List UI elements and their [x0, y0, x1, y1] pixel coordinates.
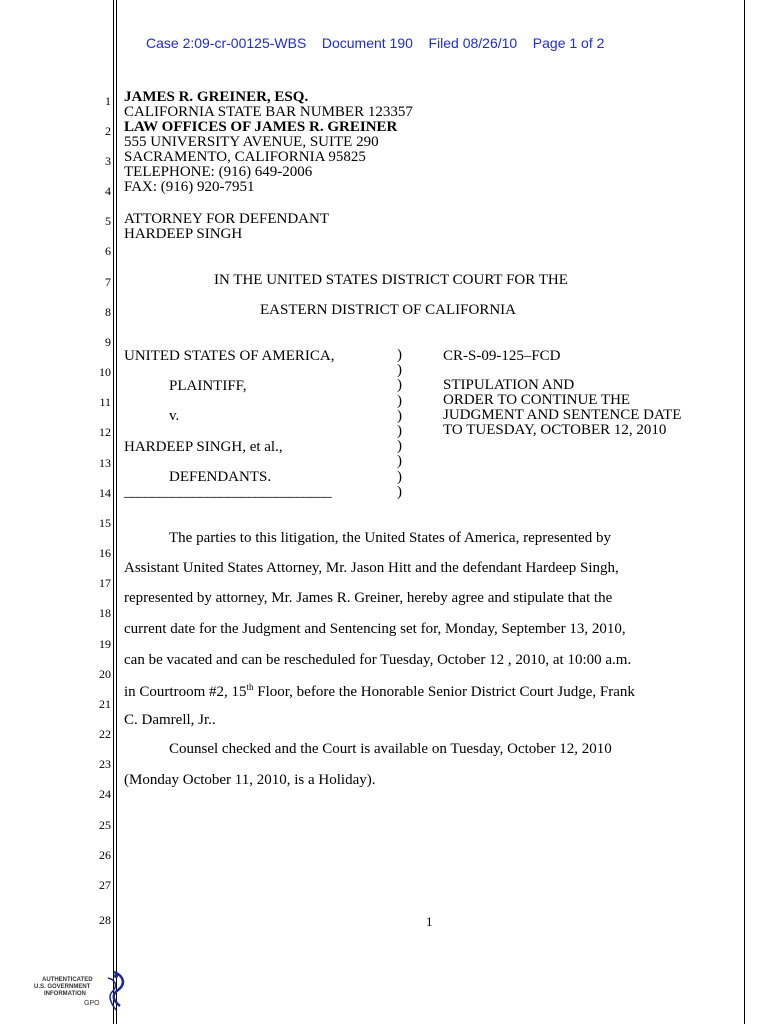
courtroom-text: in Courtroom #2, 15 — [124, 684, 247, 700]
logo-text-gpo: GPO — [84, 1000, 100, 1007]
gpo-authentication-logo — [34, 970, 132, 1014]
document-title — [443, 378, 681, 438]
case-number: CR-S-09-125–FCD — [443, 348, 561, 364]
body-line: Assistant United States Attorney, Mr. Jason Hitt and the defendant Hardeep Singh, — [124, 560, 619, 576]
body-line: represented by attorney, Mr. James R. Greiner, hereby agree and stipulate that the — [124, 590, 613, 606]
body-line: The parties to this litigation, the United States of America, represented by — [169, 530, 611, 546]
attorney-bar-number: CALIFORNIA STATE BAR NUMBER 123357 — [124, 104, 413, 120]
body-line: Counsel checked and the Court is available on Tuesday, October 12, 2010 — [169, 741, 612, 757]
line-number: 19 — [99, 637, 111, 651]
courtroom-text-cont: Floor, before the Honorable Senior District Court Judge, Frank — [253, 684, 635, 700]
line-number: 21 — [99, 697, 111, 711]
line-number: 27 — [99, 878, 111, 892]
filed-date-stamp: Filed 08/26/10 — [428, 35, 518, 51]
line-number: 16 — [99, 546, 111, 560]
left-margin-rule-inner — [116, 0, 117, 1024]
line-number: 24 — [99, 787, 111, 801]
logo-text-line3: INFORMATION — [44, 991, 86, 997]
line-number: 17 — [99, 576, 111, 590]
court-title-line1: IN THE UNITED STATES DISTRICT COURT FOR THE — [214, 272, 568, 288]
attorney-role — [124, 212, 329, 242]
line-number: 15 — [99, 516, 111, 530]
line-number: 23 — [99, 757, 111, 771]
street-address: 555 UNIVERSITY AVENUE, SUITE 290 — [124, 134, 379, 150]
line-number: 8 — [105, 305, 111, 319]
line-number: 25 — [99, 818, 111, 832]
line-number: 9 — [105, 335, 111, 349]
line-number: 4 — [105, 184, 111, 198]
versus: v. — [169, 408, 180, 424]
defendant-label: DEFENDANTS. — [169, 469, 272, 485]
document-title-line3: JUDGMENT AND SENTENCE DATE — [443, 407, 682, 423]
line-number: 7 — [105, 275, 111, 289]
attorney-block — [124, 90, 413, 195]
line-number: 1 — [105, 94, 111, 108]
gpo-seal-icon — [34, 970, 132, 1014]
ordinal-suffix: th — [246, 682, 254, 692]
line-number: 26 — [99, 848, 111, 862]
line-number: 6 — [105, 244, 111, 258]
caption-underline: ______________________________ — [124, 484, 332, 500]
left-margin-rule-outer — [113, 0, 114, 1024]
line-number: 20 — [99, 667, 111, 681]
document-title-line1: STIPULATION AND — [443, 377, 575, 393]
logo-text-line2: U.S. GOVERNMENT — [34, 984, 91, 990]
page-count-stamp: Page 1 of 2 — [532, 35, 605, 51]
document-title-line2: ORDER TO CONTINUE THE — [443, 392, 631, 408]
line-number: 12 — [99, 425, 111, 439]
document-number-stamp: Document 190 — [321, 35, 413, 51]
court-title-line2: EASTERN DISTRICT OF CALIFORNIA — [260, 302, 516, 318]
fax: FAX: (916) 920-7951 — [124, 179, 255, 195]
line-number: 28 — [99, 913, 111, 927]
document-title-line4: TO TUESDAY, OCTOBER 12, 2010 — [443, 422, 667, 438]
attorney-role-line1: ATTORNEY FOR DEFENDANT — [124, 211, 330, 227]
body-line: C. Damrell, Jr.. — [124, 712, 216, 728]
line-number: 13 — [99, 456, 111, 470]
telephone: TELEPHONE: (916) 649-2006 — [124, 164, 313, 180]
line-number: 22 — [99, 727, 111, 741]
line-number: 14 — [99, 486, 111, 500]
city-address: SACRAMENTO, CALIFORNIA 95825 — [124, 149, 366, 165]
filing-stamp — [146, 35, 604, 51]
law-office-name: LAW OFFICES OF JAMES R. GREINER — [124, 119, 398, 135]
caption-parentheses: ) ) ) ) ) ) ) ) ) ) — [397, 347, 402, 500]
line-number: 5 — [105, 214, 111, 228]
plaintiff-label: PLAINTIFF, — [169, 378, 247, 394]
body-line: current date for the Judgment and Sentencing set for, Monday, September 13, 2010, — [124, 621, 626, 637]
body-line: can be vacated and can be rescheduled for Tuesday, October 12 , 2010, at 10:00 a.m. — [124, 652, 632, 668]
attorney-role-line2: HARDEEP SINGH — [124, 226, 243, 242]
body-line — [124, 682, 635, 701]
right-margin-rule — [744, 0, 745, 1024]
line-number: 3 — [105, 154, 111, 168]
line-number: 11 — [99, 395, 111, 409]
attorney-name: JAMES R. GREINER, ESQ. — [124, 89, 309, 105]
line-number: 10 — [99, 365, 111, 379]
body-line: (Monday October 11, 2010, is a Holiday). — [124, 772, 376, 788]
line-number: 2 — [105, 124, 111, 138]
logo-text-line1: AUTHENTICATED — [42, 977, 93, 983]
line-number: 18 — [99, 606, 111, 620]
page-number: 1 — [426, 914, 433, 929]
plaintiff-party: UNITED STATES OF AMERICA, — [124, 348, 335, 364]
case-number-stamp: Case 2:09-cr-00125-WBS — [146, 35, 307, 51]
defendant-party: HARDEEP SINGH, et al., — [124, 439, 283, 455]
